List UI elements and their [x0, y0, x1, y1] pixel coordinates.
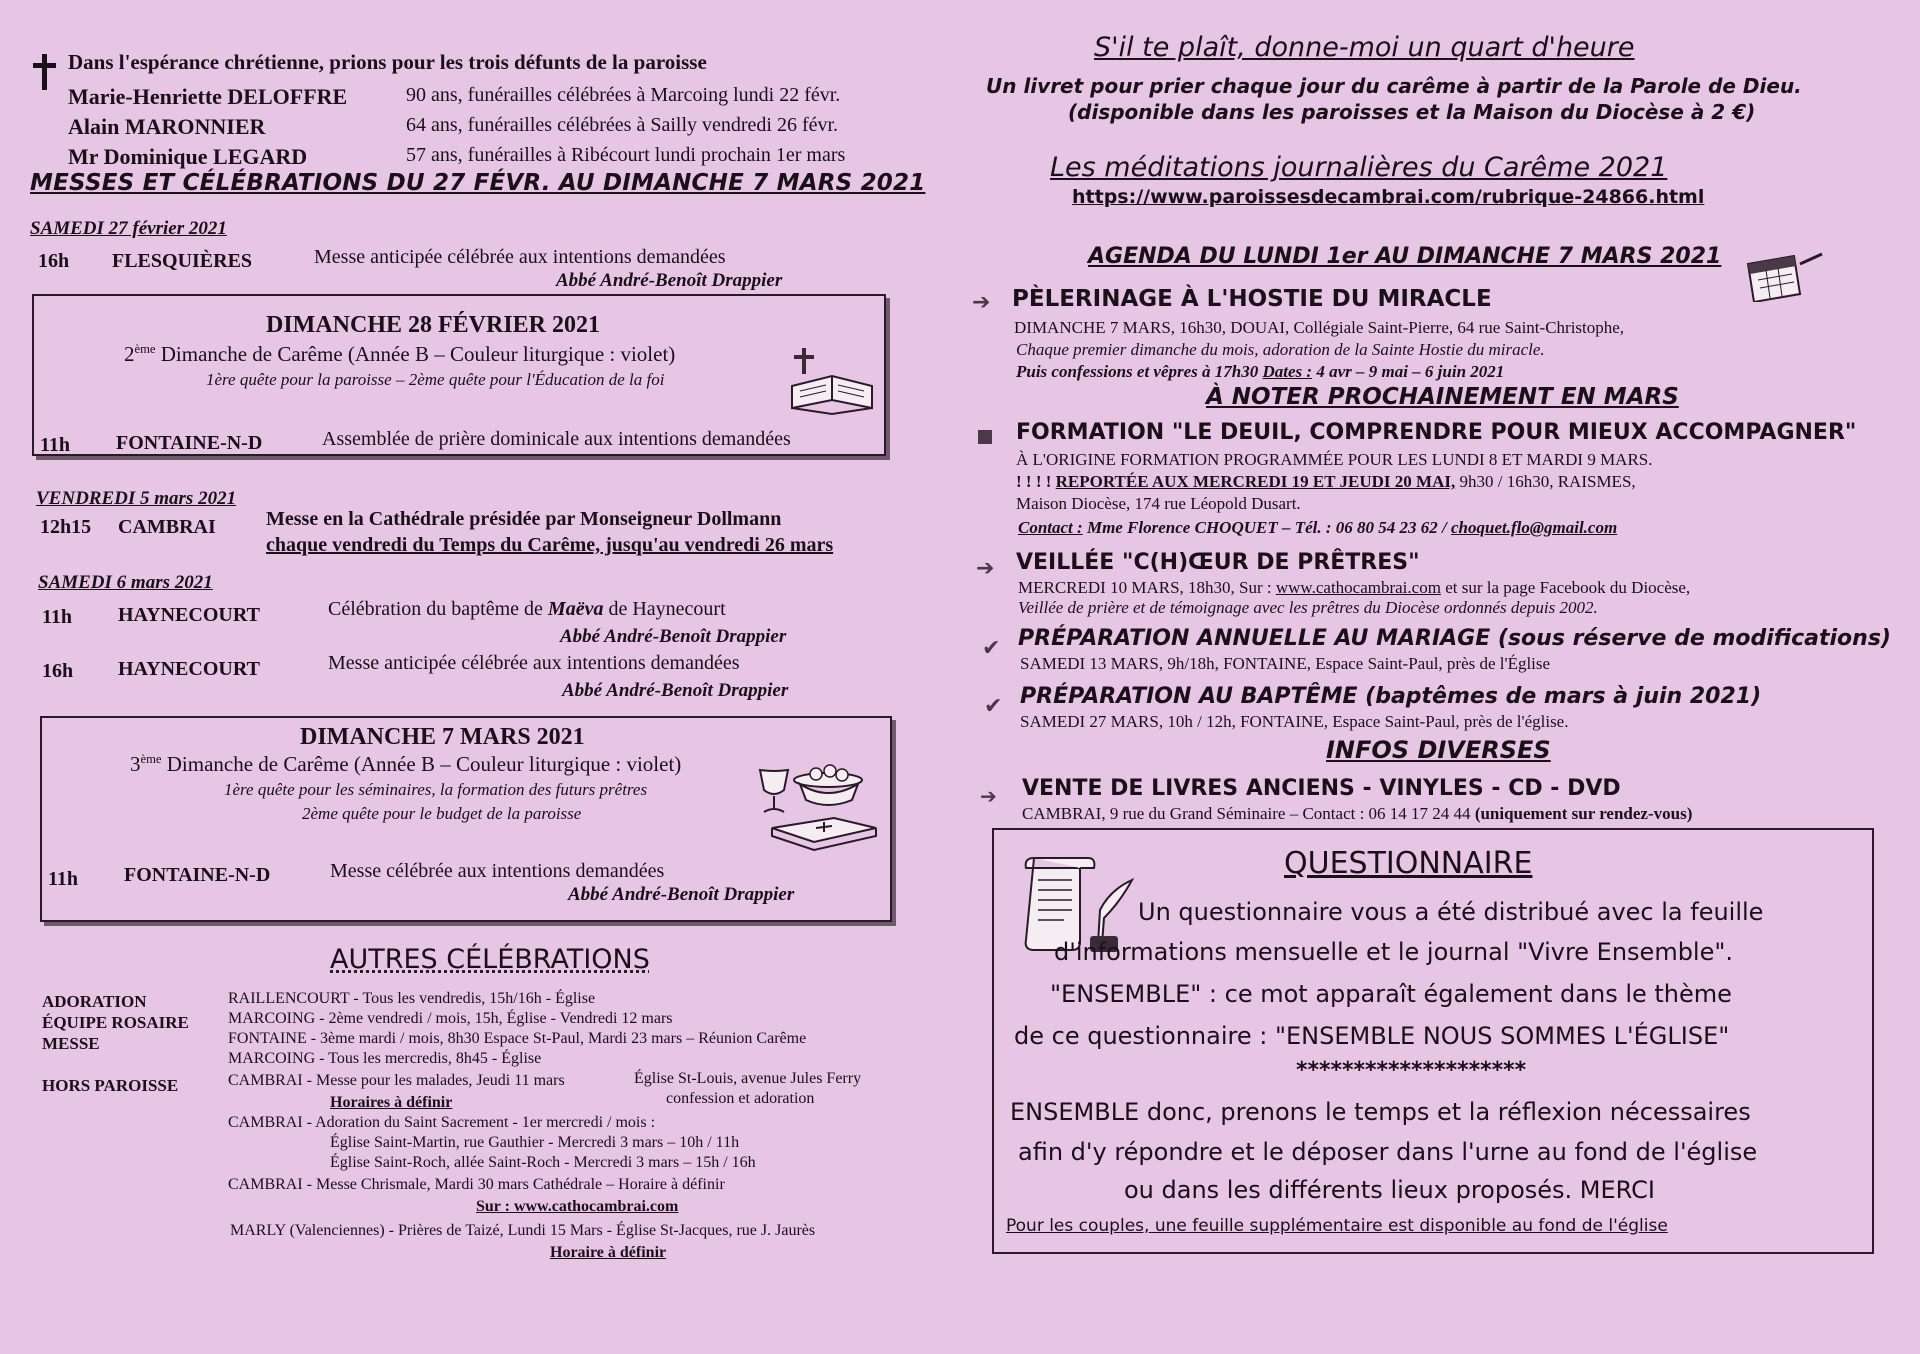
sat6-row1-place: HAYNECOURT [118, 604, 260, 626]
autres-label-rosaire: ÉQUIPE ROSAIRE [42, 1013, 189, 1032]
agenda-title: AGENDA DU LUNDI 1er AU DIMANCHE 7 MARS 2021 [1088, 244, 1722, 269]
questionnaire-stars: ******************** [1296, 1058, 1527, 1083]
veillee-link[interactable]: www.cathocambrai.com [1275, 578, 1441, 597]
sat6-row1-name: Maëva [547, 598, 604, 620]
medit-title: Les méditations journalières du Carême 2021 [1050, 152, 1668, 183]
sun28-title: DIMANCHE 28 FÉVRIER 2021 [266, 312, 601, 338]
bible-icon [786, 346, 878, 416]
sun28-place: FONTAINE-N-D [116, 432, 263, 454]
sun28-sub-pre: 2 [124, 342, 135, 366]
deceased-info-1: 90 ans, funérailles célébrées à Marcoing lundi 22 févr. [406, 84, 841, 106]
sat6-row1-priest: Abbé André-Benoît Drappier [560, 626, 787, 647]
sun28-quete-pre: 1 [206, 370, 215, 389]
pelerinage-title: PÈLERINAGE À L'HOSTIE DU MIRACLE [1012, 286, 1492, 312]
sat27-desc: Messe anticipée célébrée aux intentions demandées [314, 246, 726, 268]
square-bullet-icon [978, 430, 992, 444]
vente-line-1b: (uniquement sur rendez-vous) [1474, 804, 1693, 823]
sun7-sub-pre: 3 [130, 752, 141, 776]
sat6-row2-priest: Abbé André-Benoît Drappier [562, 680, 789, 701]
autres-title: AUTRES CÉLÉBRATIONS [330, 944, 650, 975]
questionnaire-line-7: ou dans les différents lieux proposés. MERCI [1124, 1176, 1655, 1204]
formation-line-1: À L'ORIGINE FORMATION PROGRAMMÉE POUR LES LUNDI 8 ET MARDI 9 MARS. [1016, 450, 1653, 469]
sun7-sub-sup: ème [140, 752, 162, 766]
pelerinage-line-3a: Puis confessions et vêpres à 17h30 [1016, 362, 1263, 381]
questionnaire-footer: Pour les couples, une feuille supplémentaire est disponible au fond de l'église [1006, 1216, 1668, 1236]
sat6-row1-desc [328, 598, 726, 621]
formation-line-2b: REPORTÉE AUX MERCREDI 19 ET JEUDI 20 MAI, [1055, 472, 1456, 491]
mariage-line-1: SAMEDI 13 MARS, 9h/18h, FONTAINE, Espace Saint-Paul, près de l'Église [1020, 654, 1551, 673]
quart-title: S'il te plaît, donne-moi un quart d'heure [1094, 32, 1635, 63]
autres-line-12: CAMBRAI - Messe Chrismale, Mardi 30 mars Cathédrale – Horaire à définir [228, 1176, 725, 1193]
fri5-time: 12h15 [40, 516, 92, 538]
questionnaire-line-3: "ENSEMBLE" : ce mot apparaît également dans le thème [1050, 980, 1732, 1008]
sun7-desc: Messe célébrée aux intentions demandées [330, 860, 665, 882]
formation-contact: Mme Florence CHOQUET – Tél. : 06 80 54 23 62 / [1082, 518, 1452, 537]
veillee-line-1a: MERCREDI 10 MARS, 18h30, Sur : [1018, 578, 1276, 597]
autres-line-8: Horaires à définir [330, 1094, 453, 1111]
autres-line-11: Église Saint-Roch, allée Saint-Roch - Mercredi 3 mars – 15h / 16h [330, 1154, 756, 1171]
sun28-desc: Assemblée de prière dominicale aux intentions demandées [322, 428, 791, 450]
fri5-desc: Messe en la Cathédrale présidée par Monseigneur Dollmann [266, 508, 782, 530]
autres-line-3: FONTAINE - 3ème mardi / mois, 8h30 Espace St-Paul, Mardi 23 mars – Réunion Carême [228, 1030, 807, 1047]
deceased-info-3: 57 ans, funérailles à Ribécourt lundi prochain 1er mars [406, 144, 846, 166]
sun28-sub-sup: ème [134, 342, 156, 356]
sun7-quete2 [302, 804, 581, 824]
formation-line-2c: 9h30 / 16h30, RAISMES, [1455, 472, 1636, 491]
questionnaire-line-1: Un questionnaire vous a été distribué avec la feuille [1138, 898, 1764, 926]
pelerinage-dates-label: Dates : [1262, 362, 1313, 381]
sun7-quete1-text: ère quête pour les séminaires, la formation des futurs prêtres [232, 780, 648, 799]
sat6-row1-desc-a: Célébration du baptême de [328, 598, 548, 620]
sat6-row2-place: HAYNECOURT [118, 658, 260, 680]
veillee-line-1c: et sur la page Facebook du Diocèse, [1440, 578, 1691, 597]
questionnaire-line-4: de ce questionnaire : "ENSEMBLE NOUS SOMMES L'ÉGLISE" [1014, 1022, 1730, 1050]
sun7-quete2-pre: 2 [302, 804, 311, 823]
deceased-name-1: Marie-Henriette DELOFFRE [68, 84, 348, 109]
sun7-time: 11h [48, 868, 79, 890]
sun28-quete-text: ère quête pour la paroisse – 2ème quête pour l'Éducation de la foi [214, 370, 665, 389]
veillee-line-2: Veillée de prière et de témoignage avec les prêtres du Diocèse ordonnés depuis 2002. [1018, 598, 1598, 617]
autres-line-14: MARLY (Valenciennes) - Prières de Taizé, Lundi 15 Mars - Église St-Jacques, rue J. Jaurès [230, 1222, 816, 1239]
pelerinage-line-1: DIMANCHE 7 MARS, 16h30, DOUAI, Collégiale Saint-Pierre, 64 rue Saint-Christophe, [1014, 318, 1625, 337]
veillee-title: VEILLÉE "C(H)ŒUR DE PRÊTRES" [1016, 550, 1420, 575]
vente-line-1a: CAMBRAI, 9 rue du Grand Séminaire – Contact : 06 14 17 24 44 [1022, 804, 1475, 823]
sun7-title: DIMANCHE 7 MARS 2021 [300, 724, 585, 750]
quart-line-1: Un livret pour prier chaque jour du carême à partir de la Parole de Dieu. [986, 74, 1802, 98]
formation-line-4 [1018, 518, 1617, 538]
sat27-date: SAMEDI 27 février 2021 [30, 218, 227, 239]
veillee-line-1 [1018, 578, 1690, 598]
formation-line-2 [1016, 472, 1636, 492]
sun7-sub [130, 752, 681, 777]
fri5-desc2: chaque vendredi du Temps du Carême, jusqu'au vendredi 26 mars [266, 534, 834, 556]
autres-line-10: Église Saint-Martin, rue Gauthier - Mercredi 3 mars – 10h / 11h [330, 1134, 740, 1151]
autres-line-15: Horaire à définir [550, 1244, 667, 1261]
sun7-quete1-pre: 1 [224, 780, 233, 799]
sat6-row2-time: 16h [42, 660, 74, 682]
formation-title: FORMATION "LE DEUIL, COMPRENDRE POUR MIEUX ACCOMPAGNER" [1016, 420, 1857, 445]
arrow-bullet-icon: ➔ [972, 290, 991, 315]
autres-line-4: MARCOING - Tous les mercredis, 8h45 - Église [228, 1050, 542, 1067]
sun7-quete2-text: ème quête pour le budget de la paroisse [310, 804, 582, 823]
deceased-name-3: Mr Dominique LEGARD [68, 144, 308, 169]
noter-title: À NOTER PROCHAINEMENT EN MARS [1206, 384, 1679, 410]
questionnaire-line-6: afin d'y répondre et le déposer dans l'urne au fond de l'église [1018, 1138, 1758, 1166]
sat6-row1-time: 11h [42, 606, 73, 628]
sat6-row2-desc: Messe anticipée célébrée aux intentions demandées [328, 652, 740, 674]
questionnaire-line-2: d'informations mensuelle et le journal "Vivre Ensemble". [1054, 938, 1734, 966]
formation-line-3: Maison Diocèse, 174 rue Léopold Dusart. [1016, 494, 1301, 513]
autres-line-7: confession et adoration [666, 1090, 815, 1107]
bapteme-line-1: SAMEDI 27 MARS, 10h / 12h, FONTAINE, Espace Saint-Paul, près de l'église. [1020, 712, 1569, 731]
autres-line-5: CAMBRAI - Messe pour les malades, Jeudi 11 mars [228, 1072, 565, 1089]
sun7-priest: Abbé André-Benoît Drappier [568, 884, 795, 905]
sat6-row1-desc-b: de Haynecourt [603, 598, 726, 620]
calendar-icon [1744, 250, 1824, 302]
cross-icon [30, 52, 60, 92]
autres-line-1: RAILLENCOURT - Tous les vendredis, 15h/16h - Église [228, 990, 596, 1007]
autres-label-messe: MESSE [42, 1034, 100, 1053]
deceased-intro: Dans l'espérance chrétienne, prions pour les trois défunts de la paroisse [68, 50, 707, 74]
pelerinage-line-3 [1016, 362, 1504, 382]
fri5-place: CAMBRAI [118, 516, 216, 538]
fri5-date: VENDREDI 5 mars 2021 [36, 488, 237, 509]
formation-contact-label: Contact : [1018, 518, 1083, 537]
questionnaire-title: QUESTIONNAIRE [1284, 846, 1533, 881]
autres-line-13[interactable]: Sur : www.cathocambrai.com [476, 1198, 679, 1215]
deceased-name-2: Alain MARONNIER [68, 114, 266, 139]
bapteme-title: PRÉPARATION AU BAPTÊME (baptêmes de mars à juin 2021) [1020, 684, 1762, 709]
sun7-sub-text: Dimanche de Carême (Année B – Couleur liturgique : violet) [161, 752, 682, 776]
sat6-date: SAMEDI 6 mars 2021 [38, 572, 213, 593]
check-bullet-icon: ✔ [982, 636, 1001, 661]
autres-line-6: Église St-Louis, avenue Jules Ferry [634, 1070, 862, 1087]
sat27-place: FLESQUIÈRES [112, 250, 253, 272]
vente-line-1 [1022, 804, 1692, 824]
medit-url[interactable]: https://www.paroissesdecambrai.com/rubrique-24866.html [1072, 186, 1705, 208]
autres-line-9: CAMBRAI - Adoration du Saint Sacrement - 1er mercredi / mois : [228, 1114, 656, 1131]
vente-title: VENTE DE LIVRES ANCIENS - VINYLES - CD - DVD [1022, 776, 1621, 801]
quart-line-2: (disponible dans les paroisses et la Maison du Diocèse à 2 €) [1068, 100, 1756, 124]
questionnaire-line-5: ENSEMBLE donc, prenons le temps et la réflexion nécessaires [1010, 1098, 1751, 1126]
sat27-priest: Abbé André-Benoît Drappier [556, 270, 783, 291]
autres-label-hors: HORS PAROISSE [42, 1076, 179, 1095]
infos-title: INFOS DIVERSES [1326, 736, 1551, 764]
sun7-quete1 [224, 780, 647, 800]
check-bullet-icon-2: ✔ [984, 694, 1003, 719]
arrow-bullet-icon-2: ➔ [976, 556, 995, 581]
sun28-quete [206, 370, 664, 390]
autres-label-adoration: ADORATION [42, 992, 147, 1011]
sun28-time: 11h [40, 434, 71, 456]
arrow-bullet-icon-3: ➔ [980, 784, 997, 808]
formation-email[interactable]: choquet.flo@gmail.com [1451, 518, 1618, 537]
masses-title: MESSES ET CÉLÉBRATIONS DU 27 FÉVR. AU DIMANCHE 7 MARS 2021 [30, 170, 926, 196]
pelerinage-line-2: Chaque premier dimanche du mois, adoration de la Sainte Hostie du miracle. [1016, 340, 1545, 359]
sun28-sub [124, 342, 675, 367]
sun7-place: FONTAINE-N-D [124, 864, 271, 886]
chalice-bread-icon [756, 762, 880, 854]
deceased-info-2: 64 ans, funérailles célébrées à Sailly vendredi 26 févr. [406, 114, 839, 136]
sat27-time: 16h [38, 250, 70, 272]
sun28-sub-text: Dimanche de Carême (Année B – Couleur liturgique : violet) [155, 342, 676, 366]
autres-line-2: MARCOING - 2ème vendredi / mois, 15h, Église - Vendredi 12 mars [228, 1010, 673, 1027]
formation-line-2a: ! ! ! ! [1016, 472, 1056, 491]
mariage-title: PRÉPARATION ANNUELLE AU MARIAGE (sous réserve de modifications) [1018, 626, 1891, 651]
pelerinage-dates: 4 avr – 9 mai – 6 juin 2021 [1312, 362, 1505, 381]
